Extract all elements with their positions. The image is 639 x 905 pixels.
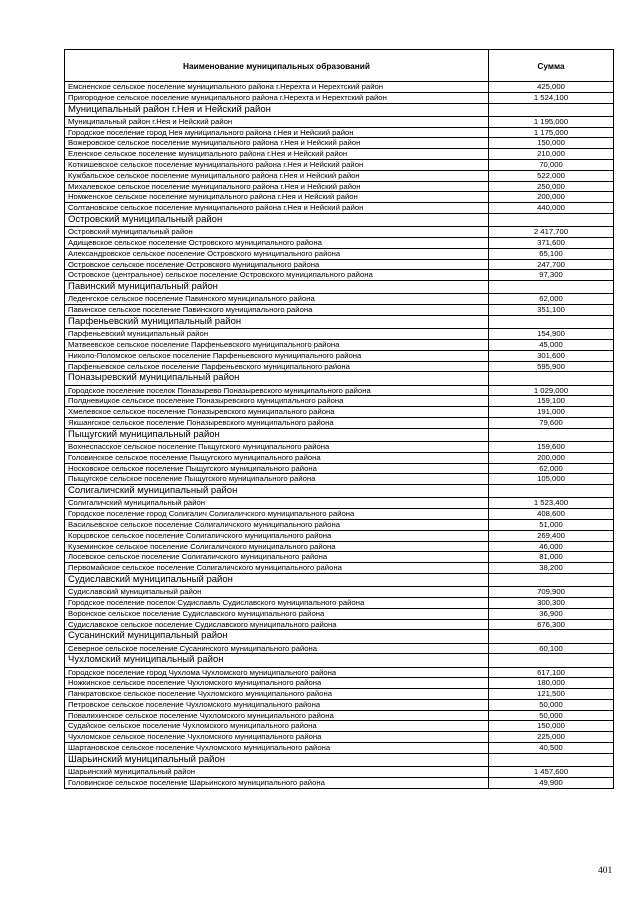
table-row: [65, 170, 614, 181]
table-row: [65, 732, 614, 743]
amount-cell: 150,000: [489, 138, 614, 149]
table-row: [65, 203, 614, 214]
district-heading: Шарьинский муниципальный район: [65, 753, 489, 766]
table-row: [65, 452, 614, 463]
amount-cell: 1 175,000: [489, 127, 614, 138]
municipal-sums-table: [64, 49, 614, 789]
municipality-name: Городское поселение поселок Судиславль Судиславского муниципального района: [65, 597, 489, 608]
table-row: [65, 181, 614, 192]
amount-cell: 269,400: [489, 530, 614, 541]
amount-cell: [489, 281, 614, 294]
amount-cell: 440,000: [489, 203, 614, 214]
municipality-name: Городское поселение город Чухлома Чухломского муниципального района: [65, 667, 489, 678]
table-row: [65, 294, 614, 305]
amount-cell: 408,600: [489, 509, 614, 520]
municipality-name: Емсненское сельское поселение муниципального района г.Нерехта и Нерехтский район: [65, 82, 489, 93]
amount-cell: 1 029,000: [489, 385, 614, 396]
municipality-name: Воронское сельское поселение Судиславского муниципального района: [65, 608, 489, 619]
municipality-name: Якшангское сельское поселение Поназыревского муниципального района: [65, 417, 489, 428]
district-heading: Солигаличский муниципальный район: [65, 485, 489, 498]
amount-cell: 46,000: [489, 541, 614, 552]
municipality-name: Хмелевское сельское поселение Поназыревского муниципального района: [65, 407, 489, 418]
municipality-name: Северное сельское поселение Сусанинского муниципального района: [65, 643, 489, 654]
amount-cell: 2 417,700: [489, 227, 614, 238]
table-row: [65, 127, 614, 138]
municipality-name: Городское поселение поселок Поназырево Поназыревского муниципального района: [65, 385, 489, 396]
municipality-name: Парфеньевское сельское поселение Парфеньевского муниципального района: [65, 361, 489, 372]
table-row: [65, 116, 614, 127]
amount-cell: 70,000: [489, 159, 614, 170]
municipality-name: Судиславский муниципальный район: [65, 587, 489, 598]
amount-cell: 150,000: [489, 721, 614, 732]
table-row: [65, 530, 614, 541]
municipality-name: Парфеньевский муниципальный район: [65, 329, 489, 340]
table-header-row: [65, 50, 614, 82]
municipality-name: Корцовское сельское поселение Солигаличского муниципального района: [65, 530, 489, 541]
district-heading-row: [65, 372, 614, 385]
district-heading-row: [65, 485, 614, 498]
table-row: [65, 597, 614, 608]
municipality-name: Николо-Поломское сельское поселение Парфеньевского муниципального района: [65, 350, 489, 361]
amount-cell: 40,500: [489, 743, 614, 754]
municipality-name: Шартановское сельское поселение Чухломского муниципального района: [65, 743, 489, 754]
table-row: [65, 138, 614, 149]
table-row: [65, 396, 614, 407]
table-row: [65, 82, 614, 93]
municipality-name: Повалихинское сельское поселение Чухломского муниципального района: [65, 710, 489, 721]
district-heading: Сусанинский муниципальный район: [65, 630, 489, 643]
municipality-name: Головинское сельское поселение Шарьинского муниципального района: [65, 777, 489, 788]
municipality-name: Шарьинский муниципальный район: [65, 767, 489, 778]
municipality-name: Матвеевское сельское поселение Парфеньевского муниципального района: [65, 339, 489, 350]
amount-cell: 50,000: [489, 699, 614, 710]
amount-cell: 250,000: [489, 181, 614, 192]
municipality-name: Островское сельское поселение Островского муниципального района: [65, 259, 489, 270]
amount-cell: 595,900: [489, 361, 614, 372]
municipality-name: Александровское сельское поселение Островского муниципального района: [65, 248, 489, 259]
municipality-name: Солтановское сельское поселение муниципального района г.Нея и Нейский район: [65, 203, 489, 214]
district-heading-row: [65, 281, 614, 294]
municipality-name: Ножкинское сельское поселение Чухломского муниципального района: [65, 678, 489, 689]
table-row: [65, 329, 614, 340]
amount-cell: 301,600: [489, 350, 614, 361]
municipality-name: Чухломское сельское поселение Чухломского муниципального района: [65, 732, 489, 743]
table-row: [65, 227, 614, 238]
table-row: [65, 417, 614, 428]
municipality-name: Городское поселение город Нея муниципального района г.Нея и Нейский район: [65, 127, 489, 138]
municipality-name: Солигаличский муниципальный район: [65, 498, 489, 509]
district-heading: Чухломский муниципальный район: [65, 654, 489, 667]
amount-cell: [489, 630, 614, 643]
table-row: [65, 248, 614, 259]
table-row: [65, 552, 614, 563]
amount-cell: 50,000: [489, 710, 614, 721]
municipality-name: Адищевское сельское поселение Островского муниципального района: [65, 237, 489, 248]
municipality-name: Муниципальный район г.Нея и Нейский район: [65, 116, 489, 127]
amount-cell: 62,000: [489, 294, 614, 305]
municipality-name: Павинское сельское поселение Павинского муниципального района: [65, 305, 489, 316]
municipality-name: Первомайское сельское поселение Солигаличского муниципального района: [65, 563, 489, 574]
municipality-name: Номженское сельское поселение муниципального района г.Нея и Нейский район: [65, 192, 489, 203]
table-body: [65, 82, 614, 789]
amount-cell: [489, 372, 614, 385]
amount-cell: [489, 315, 614, 328]
table-row: [65, 361, 614, 372]
municipality-name: Пригородное сельское поселение муниципального района г.Нерехта и Нерехтский район: [65, 92, 489, 103]
amount-cell: 1 457,600: [489, 767, 614, 778]
table-row: [65, 305, 614, 316]
table-row: [65, 474, 614, 485]
municipality-name: Вожеровское сельское поселение муниципального района г.Нея и Нейский район: [65, 138, 489, 149]
municipality-name: Носковское сельское поселение Пыщугского муниципального района: [65, 463, 489, 474]
district-heading: Парфеньевский муниципальный район: [65, 315, 489, 328]
table-row: [65, 270, 614, 281]
district-heading: Павинский муниципальный район: [65, 281, 489, 294]
amount-cell: [489, 753, 614, 766]
amount-cell: 121,500: [489, 689, 614, 700]
municipality-name: Леденгское сельское поселение Павинского муниципального района: [65, 294, 489, 305]
amount-cell: 97,300: [489, 270, 614, 281]
district-heading: Судиславский муниципальный район: [65, 573, 489, 586]
table-row: [65, 710, 614, 721]
table-row: [65, 339, 614, 350]
table-row: [65, 667, 614, 678]
table-row: [65, 441, 614, 452]
amount-cell: 105,000: [489, 474, 614, 485]
district-heading: Поназыревский муниципальный район: [65, 372, 489, 385]
municipality-name: Полдневицкое сельское поселение Поназыревского муниципального района: [65, 396, 489, 407]
table-row: [65, 92, 614, 103]
district-heading-row: [65, 315, 614, 328]
table-row: [65, 743, 614, 754]
header-name: Наименование муниципальных образований: [65, 50, 489, 82]
district-heading: Муниципальный район г.Нея и Нейский район: [65, 103, 489, 116]
amount-cell: 79,600: [489, 417, 614, 428]
district-heading: Пыщугский муниципальный район: [65, 428, 489, 441]
district-heading-row: [65, 573, 614, 586]
district-heading: Островский муниципальный район: [65, 213, 489, 226]
district-heading-row: [65, 428, 614, 441]
amount-cell: 51,000: [489, 519, 614, 530]
table-row: [65, 159, 614, 170]
amount-cell: 191,000: [489, 407, 614, 418]
amount-cell: [489, 213, 614, 226]
municipality-name: Пыщугское сельское поселение Пыщугского муниципального района: [65, 474, 489, 485]
table-row: [65, 407, 614, 418]
table-row: [65, 259, 614, 270]
district-heading-row: [65, 103, 614, 116]
table-row: [65, 237, 614, 248]
amount-cell: [489, 573, 614, 586]
amount-cell: 210,000: [489, 149, 614, 160]
amount-cell: 351,100: [489, 305, 614, 316]
table-row: [65, 541, 614, 552]
amount-cell: 159,600: [489, 441, 614, 452]
amount-cell: [489, 428, 614, 441]
amount-cell: 36,900: [489, 608, 614, 619]
amount-cell: 65,100: [489, 248, 614, 259]
amount-cell: 154,900: [489, 329, 614, 340]
amount-cell: [489, 103, 614, 116]
municipality-name: Судайское сельское поселение Чухломского муниципального района: [65, 721, 489, 732]
page-number: 401: [598, 866, 613, 876]
municipality-name: Петровское сельское поселение Чухломского муниципального района: [65, 699, 489, 710]
amount-cell: [489, 485, 614, 498]
table-row: [65, 689, 614, 700]
amount-cell: 60,100: [489, 643, 614, 654]
municipality-name: Островское (центральное) сельское поселение Островского муниципального района: [65, 270, 489, 281]
table-row: [65, 643, 614, 654]
municipality-name: Панкратовское сельское поселение Чухломского муниципального района: [65, 689, 489, 700]
table-row: [65, 192, 614, 203]
amount-cell: 45,000: [489, 339, 614, 350]
amount-cell: 300,300: [489, 597, 614, 608]
amount-cell: 38,200: [489, 563, 614, 574]
municipality-name: Городское поселение город Солигалич Солигаличского муниципального района: [65, 509, 489, 520]
amount-cell: 225,000: [489, 732, 614, 743]
amount-cell: 200,000: [489, 192, 614, 203]
amount-cell: 62,000: [489, 463, 614, 474]
amount-cell: 200,000: [489, 452, 614, 463]
amount-cell: 159,100: [489, 396, 614, 407]
table-row: [65, 767, 614, 778]
table-row: [65, 619, 614, 630]
table-row: [65, 149, 614, 160]
table-row: [65, 608, 614, 619]
table-row: [65, 519, 614, 530]
municipality-name: Вохнеспасское сельское поселение Пыщугского муниципального района: [65, 441, 489, 452]
amount-cell: 247,700: [489, 259, 614, 270]
municipality-name: Головинское сельское поселение Пыщугского муниципального района: [65, 452, 489, 463]
municipality-name: Островский муниципальный район: [65, 227, 489, 238]
district-heading-row: [65, 753, 614, 766]
amount-cell: 49,900: [489, 777, 614, 788]
amount-cell: 371,600: [489, 237, 614, 248]
table-row: [65, 498, 614, 509]
amount-cell: [489, 654, 614, 667]
table-row: [65, 563, 614, 574]
table-row: [65, 699, 614, 710]
amount-cell: 180,000: [489, 678, 614, 689]
header-sum: Сумма: [489, 50, 614, 82]
amount-cell: 425,000: [489, 82, 614, 93]
municipality-name: Кужбальское сельское поселение муниципального района г.Нея и Нейский район: [65, 170, 489, 181]
amount-cell: 1 195,000: [489, 116, 614, 127]
amount-cell: 709,900: [489, 587, 614, 598]
table-row: [65, 678, 614, 689]
district-heading-row: [65, 654, 614, 667]
table-row: [65, 777, 614, 788]
municipality-name: Коткишевское сельское поселение муниципального района г.Нея и Нейский район: [65, 159, 489, 170]
amount-cell: 522,000: [489, 170, 614, 181]
municipality-name: Лосевское сельское поселение Солигаличского муниципального района: [65, 552, 489, 563]
municipality-name: Васильевское сельское поселение Солигаличского муниципального района: [65, 519, 489, 530]
table-row: [65, 509, 614, 520]
amount-cell: 1 523,400: [489, 498, 614, 509]
amount-cell: 1 524,100: [489, 92, 614, 103]
amount-cell: 617,100: [489, 667, 614, 678]
municipality-name: Михалевское сельское поселение муниципального района г.Нея и Нейский район: [65, 181, 489, 192]
table-row: [65, 721, 614, 732]
table-row: [65, 463, 614, 474]
district-heading-row: [65, 213, 614, 226]
amount-cell: 676,300: [489, 619, 614, 630]
municipality-name: Судиславское сельское поселение Судиславского муниципального района: [65, 619, 489, 630]
table-row: [65, 587, 614, 598]
amount-cell: 81,000: [489, 552, 614, 563]
table-row: [65, 350, 614, 361]
table-row: [65, 385, 614, 396]
municipality-name: Куземинское сельское поселение Солигаличского муниципального района: [65, 541, 489, 552]
municipality-name: Еленское сельское поселение муниципального района г.Нея и Нейский район: [65, 149, 489, 160]
district-heading-row: [65, 630, 614, 643]
